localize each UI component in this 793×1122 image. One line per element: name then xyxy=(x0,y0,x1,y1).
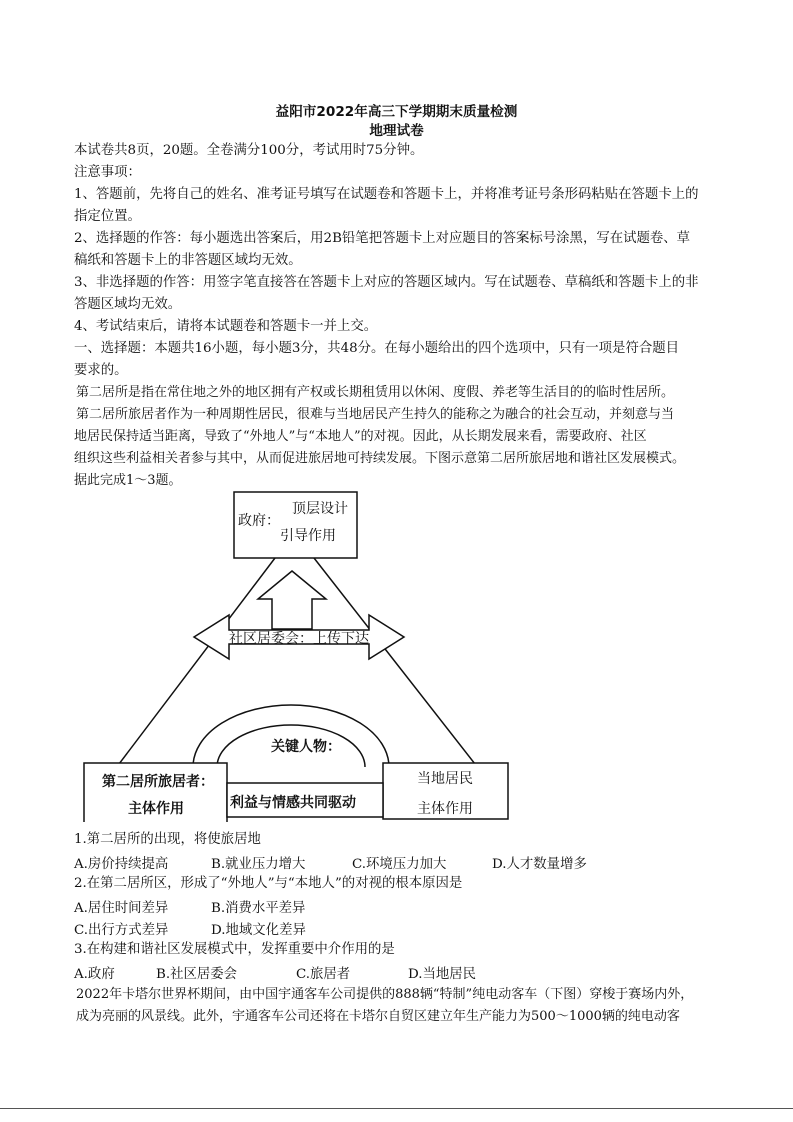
gov-label: 政府： xyxy=(238,513,280,529)
notice-item-3-line-1: 3、非选择题的作答：用签字笔直接答在答题卡上对应的答题区域内。写在试题卷、草稿纸和答题卡上的非 xyxy=(74,275,699,290)
question-1-option-a: A.房价持续提高 xyxy=(74,857,169,872)
outer-arch xyxy=(193,705,389,767)
passage-1-line-5: 据此完成1～3题。 xyxy=(74,473,182,488)
notice-item-1-line-2: 指定位置。 xyxy=(74,209,141,224)
gov-role-1: 顶层设计 xyxy=(292,501,348,517)
gov-role-2: 引导作用 xyxy=(280,528,336,544)
sojourner-role: 主体作用 xyxy=(128,801,184,817)
exam-subtitle: 地理试卷 xyxy=(369,123,424,139)
page-bottom-rule xyxy=(0,1108,793,1109)
section-heading-line-1: 一、选择题：本题共16小题，每小题3分，共48分。在每小题给出的四个选项中，只有一项是符合题目 xyxy=(74,341,680,356)
community-committee-label: 社区居委会：上传下达 xyxy=(229,631,369,647)
passage-2-line-2: 成为亮丽的风景线。此外，宇通客车公司还将在卡塔尔自贸区建立年生产能力为500～1000辆的纯电动客 xyxy=(76,1009,680,1024)
question-3-option-b: B.社区居委会 xyxy=(156,967,238,982)
triangle-right-edge xyxy=(314,558,475,764)
notice-item-3-line-2: 答题区域均无效。 xyxy=(74,297,182,312)
notice-item-4: 4、考试结束后，请将本试题卷和答题卡一并上交。 xyxy=(74,319,378,334)
local-resident-role: 主体作用 xyxy=(417,801,473,817)
question-2-option-b: B.消费水平差异 xyxy=(211,901,306,916)
community-model-diagram xyxy=(82,487,512,822)
sojourner-label: 第二居所旅居者： xyxy=(102,774,214,790)
drive-label: 利益与情感共同驱动 xyxy=(230,795,356,811)
question-2-stem: 2.在第二居所区，形成了“外地人”与“本地人”的对视的根本原因是 xyxy=(74,876,463,891)
notice-item-2-line-2: 稿纸和答题卡上的非答题区域均无效。 xyxy=(74,253,302,268)
key-person-label: 关键人物： xyxy=(271,739,341,755)
notice-item-2-line-1: 2、选择题的作答：每小题选出答案后，用2B铅笔把答题卡上对应题目的答案标号涂黑，写在试题卷、草 xyxy=(74,231,691,246)
triangle-left-edge xyxy=(119,558,275,764)
passage-2-line-1: 2022年卡塔尔世界杯期间，由中国宇通客车公司提供的888辆“特制”纯电动客车（下图）穿梭于赛场内外， xyxy=(76,987,694,1002)
question-2-option-d: D.地域文化差异 xyxy=(211,923,306,938)
passage-1-line-2: 第二居所旅居者作为一种周期性居民，很难与当地居民产生持久的能称之为融合的社会互动，并刻意与当 xyxy=(76,407,675,422)
instructions-intro: 本试卷共8页，20题。全卷满分100分，考试用时75分钟。 xyxy=(74,143,424,158)
question-3-stem: 3.在构建和谐社区发展模式中，发挥重要中介作用的是 xyxy=(74,942,395,957)
question-3-option-a: A.政府 xyxy=(74,967,115,982)
notice-heading: 注意事项： xyxy=(74,165,141,180)
exam-title: 益阳市2022年高三下学期期末质量检测 xyxy=(275,104,518,120)
notice-item-1-line-1: 1、答题前，先将自己的姓名、准考证号填写在试题卷和答题卡上，并将准考证号条形码粘贴在答题卡上的 xyxy=(74,187,699,202)
question-3-option-d: D.当地居民 xyxy=(408,967,477,982)
question-2-option-c: C.出行方式差异 xyxy=(74,923,169,938)
passage-1-line-3: 地居民保持适当距离，导致了“外地人”与“本地人”的对视。因此，从长期发展来看，需要政府、社区 xyxy=(74,429,647,444)
question-1-stem: 1.第二居所的出现，将使旅居地 xyxy=(74,832,261,847)
up-arrow-icon xyxy=(258,571,326,629)
question-1-option-d: D.人才数量增多 xyxy=(492,857,587,872)
question-1-option-c: C.环境压力加大 xyxy=(352,857,447,872)
local-resident-label: 当地居民 xyxy=(417,771,473,787)
question-1-option-b: B.就业压力增大 xyxy=(211,857,306,872)
section-heading-line-2: 要求的。 xyxy=(74,363,128,378)
question-2-option-a: A.居住时间差异 xyxy=(74,901,169,916)
passage-1-line-4: 组织这些利益相关者参与其中，从而促进旅居地可持续发展。下图示意第二居所旅居地和谐社区发展模式。 xyxy=(74,451,686,466)
passage-1-line-1: 第二居所是指在常住地之外的地区拥有产权或长期租赁用以休闲、度假、养老等生活目的的临时性居所。 xyxy=(76,385,675,400)
question-3-option-c: C.旅居者 xyxy=(296,967,351,982)
